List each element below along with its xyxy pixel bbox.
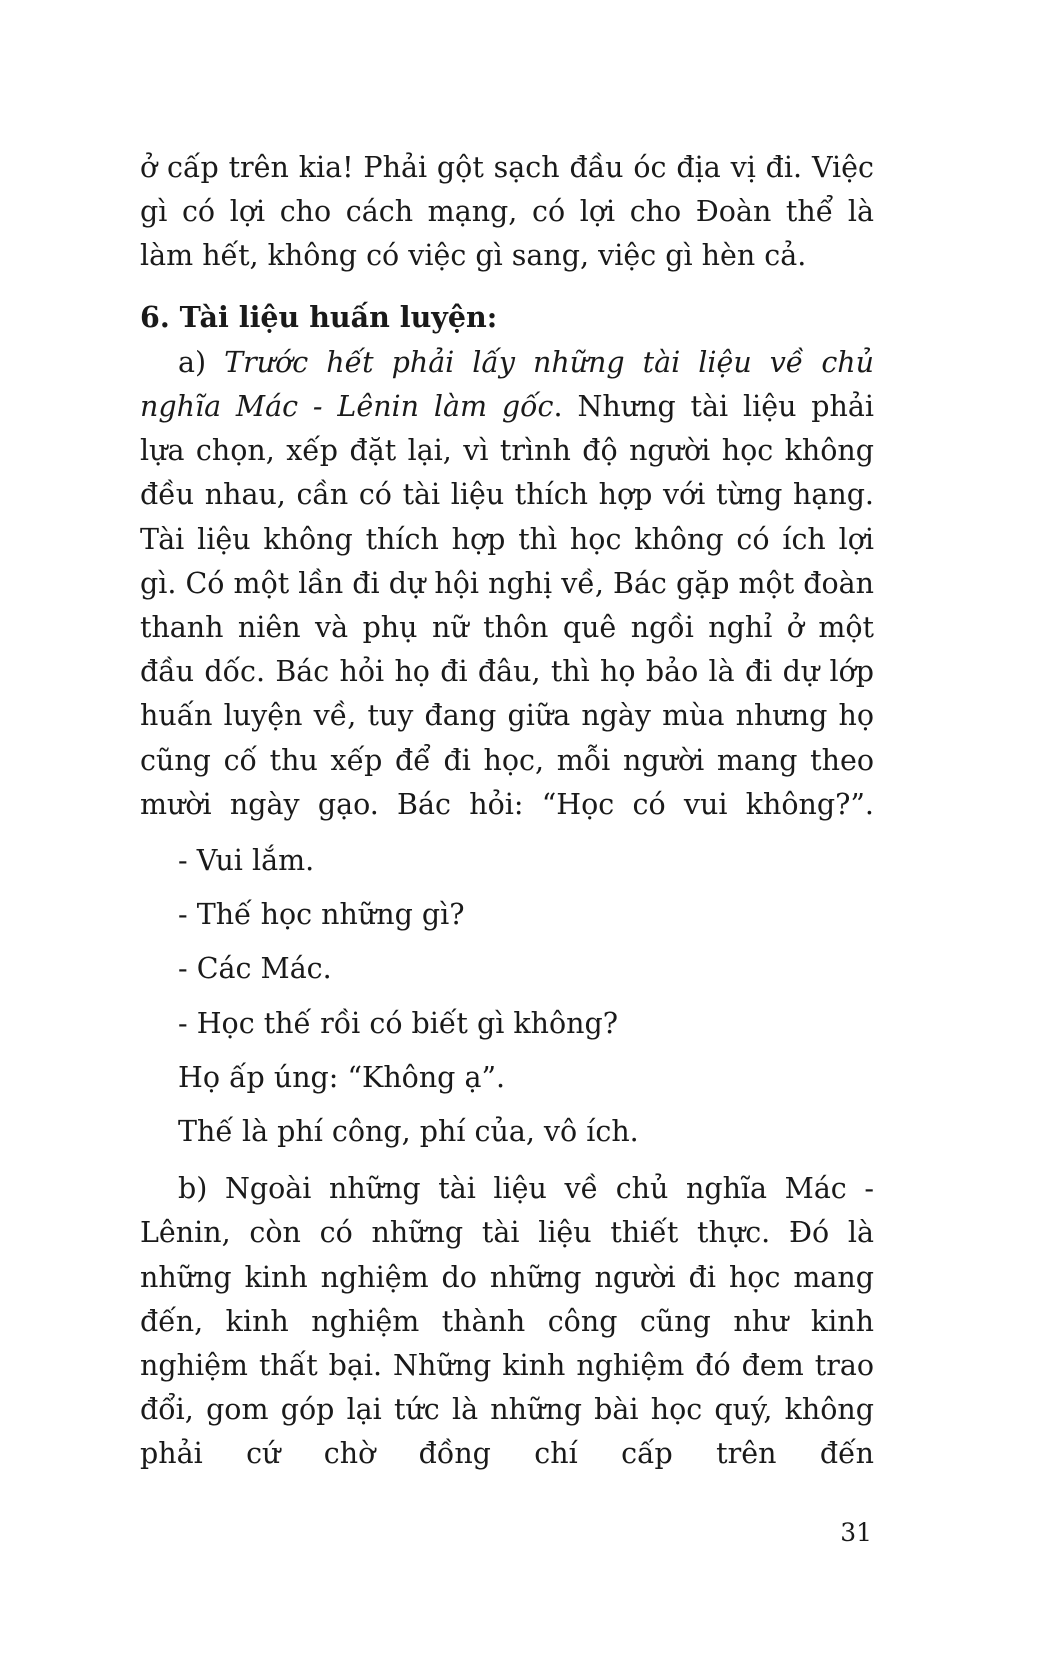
- page-number: 31: [840, 1518, 872, 1547]
- paragraph-a-rest: . Nhưng tài liệu phải lựa chọn, xếp đặt lại, vì trình độ người học không đều nhau, cần có tài liệu thích hợp với từng hạng. Tài liệu không thích hợp thì học không có ích lợi gì. Có một lần đi dự hội nghị về, Bác gặp một đoàn thanh niên và phụ nữ thôn quê ngồi nghỉ ở một đầu dốc. Bác hỏi họ đi đâu, thì họ bảo là đi dự lớp huấn luyện về, tuy đang giữa ngày mùa nhưng họ cũng cố thu xếp để đi học, mỗi người mang theo mười ngày gạo. Bác hỏi: “Học có vui không?”.: [140, 390, 874, 821]
- dialog-line: Thế là phí công, phí của, vô ích.: [178, 1115, 639, 1149]
- paragraph-a-italic: Trước hết phải lấy những tài liệu về chủ nghĩa Mác - Lênin làm gốc: [140, 345, 875, 424]
- paragraph-b: b) Ngoài những tài liệu về chủ nghĩa Mác - Lênin, còn có những tài liệu thiết thực. Đó là những kinh nghiệm do những người đi học mang đến, kinh nghiệm thành công cũng như kinh nghiệm thất bại. Những kinh nghiệm đó đem trao đổi, gom góp lại tức là những bài học quý, không phải cứ chờ đồng chí cấp trên đến: [140, 1172, 874, 1471]
- dialog-line: - Thế học những gì?: [178, 898, 465, 932]
- paragraph-a-prefix: a): [178, 345, 225, 379]
- opening-paragraph: ở cấp trên kia! Phải gột sạch đầu óc địa vị đi. Việc gì có lợi cho cách mạng, có lợi cho Đoàn thể là làm hết, không có việc gì sang, việc gì hèn cả.: [140, 151, 874, 273]
- body-text: [140, 146, 874, 1477]
- dialog-line: - Các Mác.: [178, 952, 332, 986]
- paragraph-a: [140, 341, 874, 827]
- dialog-line: Họ ấp úng: “Không ạ”.: [178, 1060, 506, 1094]
- dialog-line: - Vui lắm.: [178, 844, 315, 878]
- dialog-line: - Học thế rồi có biết gì không?: [178, 1006, 619, 1040]
- section-heading: 6. Tài liệu huấn luyện:: [140, 299, 498, 334]
